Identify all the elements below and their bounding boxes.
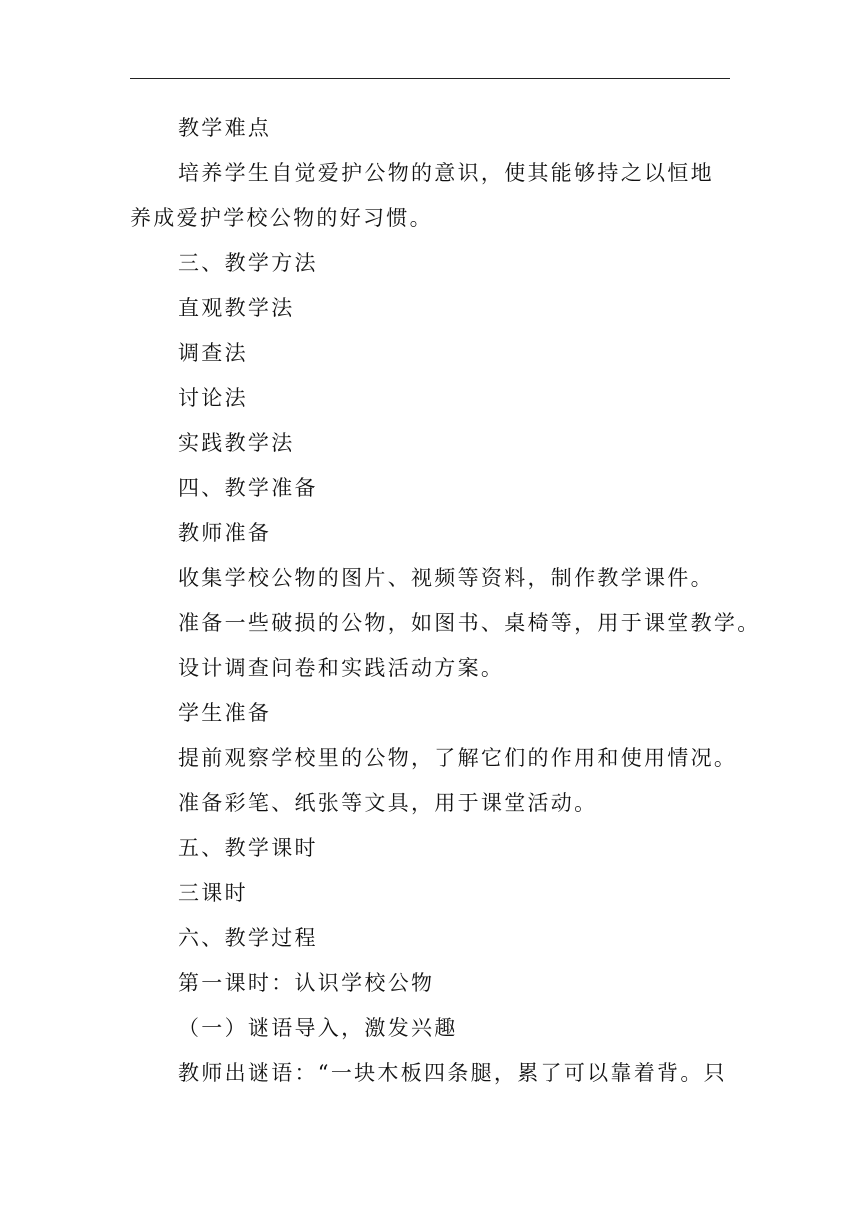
preparation-item: 准备彩笔、纸张等文具，用于课堂活动。 xyxy=(178,791,598,815)
header-rule xyxy=(130,78,730,79)
document-body xyxy=(130,106,761,1096)
paragraph-difficulty-text: 培养学生自觉爱护公物的意识，使其能够持之以恒地养成爱护学校公物的好习惯。 xyxy=(130,161,714,230)
subheading-riddle-intro: （一）谜语导入，激发兴趣 xyxy=(178,1016,458,1040)
class-hours-value: 三课时 xyxy=(178,881,248,905)
preparation-item: 提前观察学校里的公物，了解它们的作用和使用情况。 xyxy=(178,746,738,770)
heading-teaching-methods: 三、教学方法 xyxy=(178,251,318,275)
heading-teaching-preparation: 四、教学准备 xyxy=(178,476,318,500)
paragraph-riddle-text: 教师出谜语：“一块木板四条腿，累了可以靠着背。只 xyxy=(178,1061,727,1085)
method-item: 实践教学法 xyxy=(178,431,295,455)
heading-class-hours: 五、教学课时 xyxy=(178,836,318,860)
subheading-teacher-preparation: 教师准备 xyxy=(178,521,272,545)
method-item: 直观教学法 xyxy=(178,296,295,320)
preparation-item: 准备一些破损的公物，如图书、桌椅等，用于课堂教学。 xyxy=(178,611,761,635)
preparation-item: 收集学校公物的图片、视频等资料，制作教学课件。 xyxy=(178,566,714,590)
method-item: 讨论法 xyxy=(178,386,248,410)
subheading-student-preparation: 学生准备 xyxy=(178,701,272,725)
method-item: 调查法 xyxy=(178,341,248,365)
preparation-item: 设计调查问卷和实践活动方案。 xyxy=(178,656,505,680)
heading-teaching-difficulty: 教学难点 xyxy=(178,116,272,140)
heading-teaching-process: 六、教学过程 xyxy=(178,926,318,950)
subheading-first-lesson: 第一课时：认识学校公物 xyxy=(178,971,435,995)
